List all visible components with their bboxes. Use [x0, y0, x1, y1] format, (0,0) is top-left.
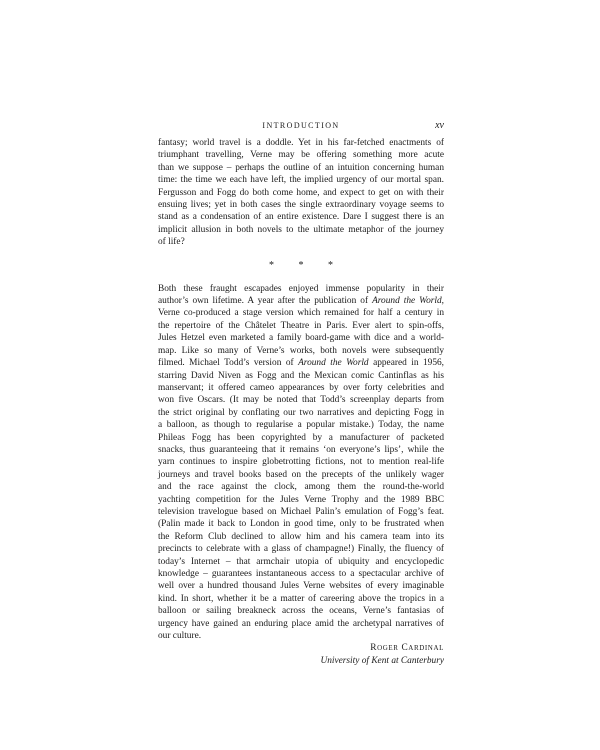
asterisk: * [269, 259, 274, 271]
text-run: author’s own lifetime. A year after the publication of [158, 296, 373, 307]
signature-block [158, 642, 444, 667]
text-line: urgency have gained an enduring place amid the archetypal narratives of [158, 618, 444, 629]
text-line: Verne co-produced a stage version which remained for half a century in [158, 308, 444, 319]
text-line: time: the time we each have left, the implied urgency of our mortal span. [158, 175, 444, 186]
text-line: knowledge – guarantees instantaneous access to a spectacular archive of [158, 569, 444, 579]
text-line: kind. In short, whether it be a matter of careering above the tropics in a [158, 593, 444, 604]
text-line: the Reform Club declined to allow him and his camera team into its [158, 531, 444, 542]
text-line: today’s Internet – that armchair utopia of ubiquity and encyclopedic [158, 556, 444, 567]
text-line: Jules Hetzel even marketed a family board-game with dice and a world- [158, 333, 444, 344]
text-line: the strict original by conflating our two narratives and depicting Fogg in [158, 407, 444, 418]
text-line: won five Oscars. (It may be noted that Todd’s screenplay departs from [158, 395, 444, 406]
asterisk: * [328, 259, 333, 271]
text-line: implicit allusion in both novels to the ultimate metaphor of the journey [158, 224, 444, 235]
text-line: fantasy; world travel is a doddle. Yet in his far-fetched enactments of [158, 138, 444, 148]
text-line [158, 295, 444, 307]
text-line: precincts to celebrate with a glass of champagne!) Finally, the fluency of [158, 544, 444, 555]
author-affiliation: University of Kent at Canterbury [320, 655, 444, 666]
text-line [158, 357, 444, 369]
text-line: and the race against the clock, among them the round-the-world [158, 482, 444, 493]
text-line: starring David Niven as Fogg and the Mexican comic Cantinflas as his [158, 370, 444, 381]
section-divider [158, 249, 444, 283]
running-title: INTRODUCTION [262, 121, 340, 130]
running-head [158, 120, 444, 134]
text-run: filmed. Michael Todd’s version of [158, 358, 299, 369]
text-run: appeared in 1956, [368, 358, 444, 369]
text-line: well over a hundred thousand Jules Verne websites of every imaginable [158, 581, 444, 592]
text-line: (Palin made it back to London in good time, only to be frustrated when [158, 519, 444, 530]
page-number: xv [435, 120, 444, 131]
text-line: the repertoire of the Châtelet Theatre in Paris. Ever alert to spin-offs, [158, 320, 444, 331]
paragraph-2 [158, 283, 444, 643]
text-line: stand as a condensation of an entire existence. Dare I suggest there is an [158, 212, 444, 223]
book-title: Around the World, [372, 296, 444, 307]
text-line: journeys and travel books based on the precepts of the unlikely wager [158, 469, 444, 480]
text-line: ensuing lives; yet in both cases the single extraordinary voyage seems to [158, 200, 444, 211]
text-line: of life? [158, 237, 185, 248]
text-line: triumphant travelling, Verne may be offering something more acute [158, 150, 444, 161]
book-page [158, 120, 444, 667]
text-line: a balloon, as though to regularise a popular mistake.) Today, the name [158, 420, 444, 431]
text-line: snacks, thus guaranteeing that it remains ‘on everyone’s lips’, while the [158, 444, 444, 455]
book-title: Around the World [298, 358, 369, 369]
text-line: our culture. [158, 631, 202, 642]
text-line: Both these fraught escapades enjoyed immense popularity in their [158, 283, 444, 294]
text-line: yarn continues to inspire globetrotting fictions, not to mention real-life [158, 457, 444, 468]
text-line: television travelogue based on Michael Palin’s emulation of Fogg’s feat. [158, 506, 444, 517]
text-line: Fergusson and Fogg do both come home, and expect to get on with their [158, 187, 444, 198]
paragraph-1 [158, 137, 444, 249]
text-line: Phileas Fogg has been copyrighted by a manufacturer of packeted [158, 432, 444, 443]
asterisk: * [298, 259, 304, 271]
author-name: Roger Cardinal [370, 643, 444, 654]
text-line: balloon or sailing breakneck across the oceans, Verne’s fantasias of [158, 606, 444, 617]
text-line: map. Like so many of Verne’s works, both novels were subsequently [158, 345, 444, 356]
text-line: than we suppose – perhaps the outline of an intuition concerning human [158, 162, 444, 173]
text-line: yachting competition for the Jules Verne Trophy and the 1989 BBC [158, 494, 444, 505]
text-line: manservant; it offered cameo appearances by over forty celebrities and [158, 382, 444, 393]
